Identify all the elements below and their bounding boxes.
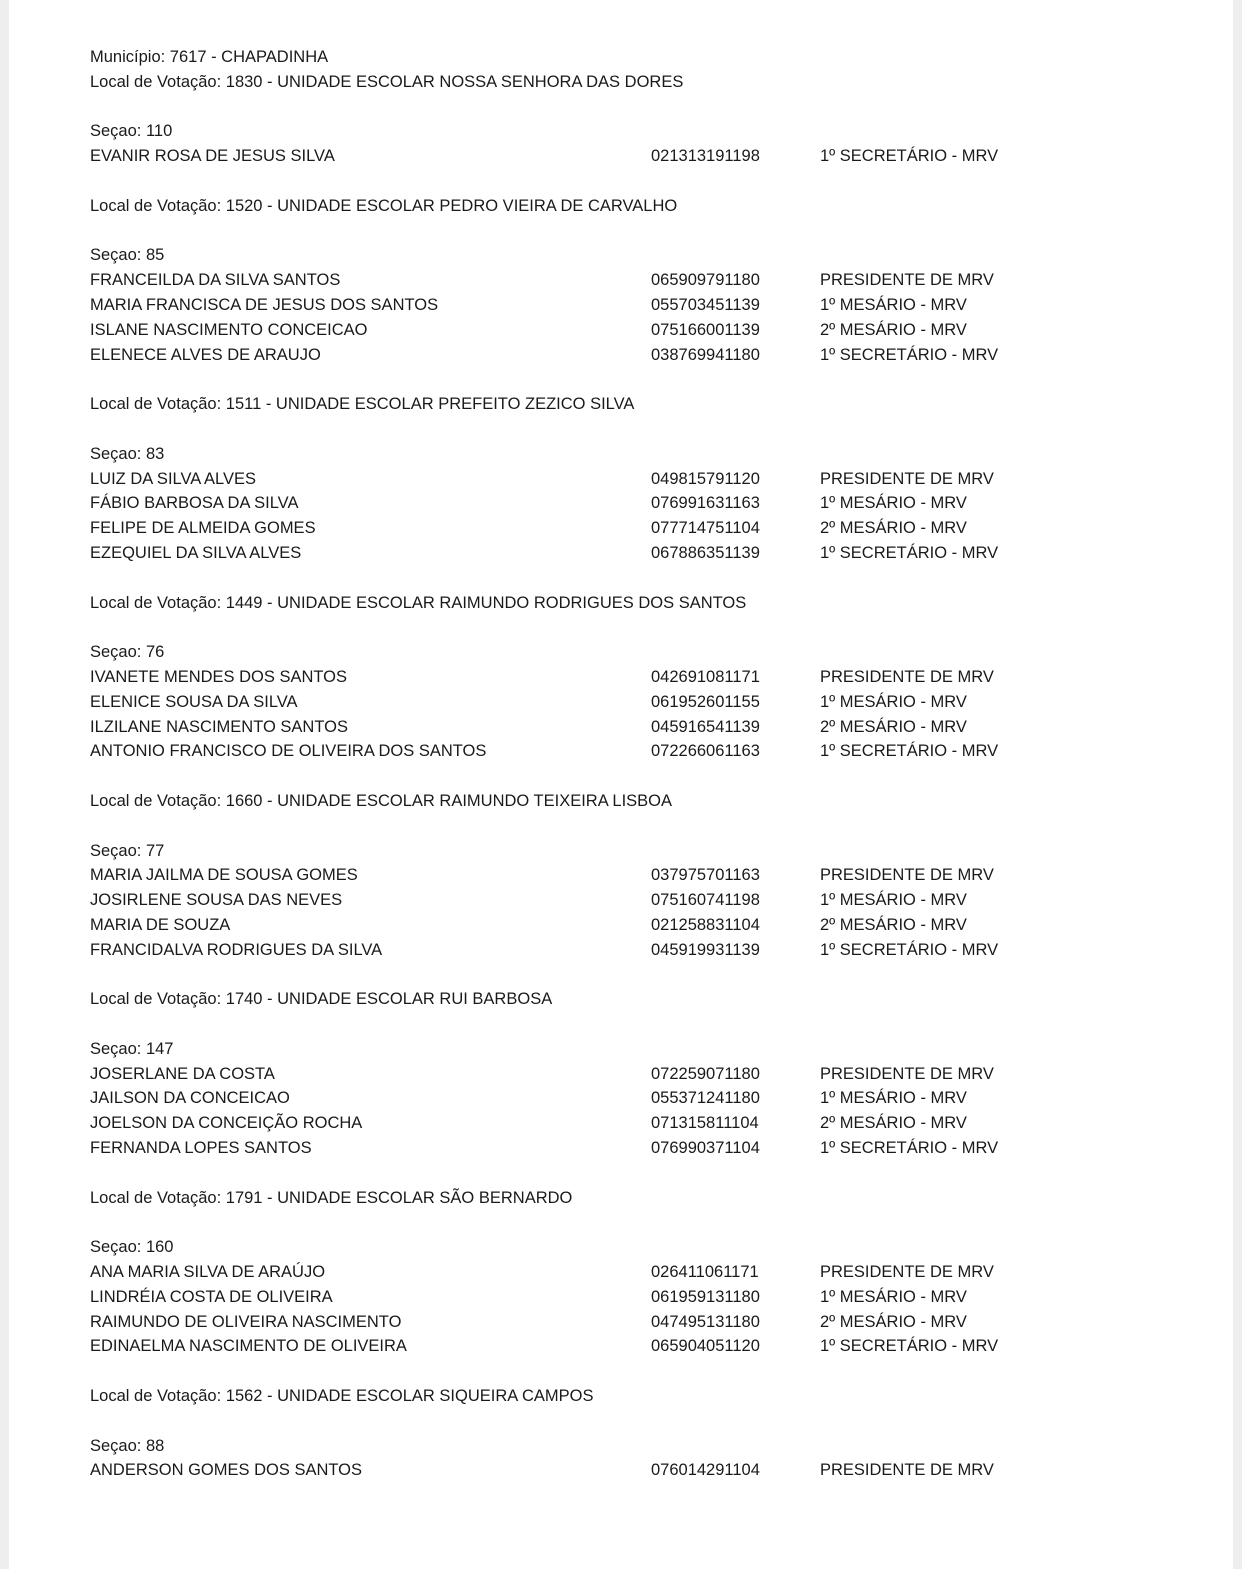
spacer bbox=[90, 417, 1190, 442]
mesario-role: 2º MESÁRIO - MRV bbox=[820, 915, 967, 934]
local-votacao-line: Local de Votação: 1449 - UNIDADE ESCOLAR RAIMUNDO RODRIGUES DOS SANTOS bbox=[90, 593, 747, 612]
mesario-row bbox=[90, 913, 1190, 938]
mesario-name: JAILSON DA CONCEICAO bbox=[90, 1089, 290, 1108]
mesario-code: 072259071180 bbox=[651, 1064, 760, 1083]
mesario-row bbox=[90, 690, 1190, 715]
mesario-name: MARIA JAILMA DE SOUSA GOMES bbox=[90, 866, 358, 885]
mesario-code: 021258831104 bbox=[651, 915, 760, 934]
mesario-code: 055703451139 bbox=[651, 295, 760, 314]
mesario-code: 021313191198 bbox=[651, 147, 760, 166]
mesario-row bbox=[90, 293, 1190, 318]
mesario-role: PRESIDENTE DE MRV bbox=[820, 866, 994, 885]
mesario-code: 026411061171 bbox=[651, 1263, 759, 1282]
mesario-code: 076014291104 bbox=[651, 1461, 760, 1480]
mesario-name: ELENICE SOUSA DA SILVA bbox=[90, 692, 298, 711]
mesario-role: 1º SECRETÁRIO - MRV bbox=[820, 345, 999, 364]
mesario-name: FRANCIDALVA RODRIGUES DA SILVA bbox=[90, 940, 383, 959]
mesario-role: PRESIDENTE DE MRV bbox=[820, 1461, 994, 1480]
spacer bbox=[90, 1210, 1190, 1235]
mesario-name: ANDERSON GOMES DOS SANTOS bbox=[90, 1461, 362, 1480]
mesario-row bbox=[90, 863, 1190, 888]
mesario-name: ANTONIO FRANCISCO DE OLIVEIRA DOS SANTOS bbox=[90, 742, 487, 761]
mesario-name: ANA MARIA SILVA DE ARAÚJO bbox=[90, 1263, 326, 1282]
mesario-role: PRESIDENTE DE MRV bbox=[820, 667, 994, 686]
mesario-code: 075166001139 bbox=[651, 320, 760, 339]
mesario-code: 055371241180 bbox=[651, 1089, 760, 1108]
mesario-role: 2º MESÁRIO - MRV bbox=[820, 717, 967, 736]
mesario-row bbox=[90, 343, 1190, 368]
mesario-role: PRESIDENTE DE MRV bbox=[820, 1064, 994, 1083]
mesario-row bbox=[90, 715, 1190, 740]
mesario-code: 067886351139 bbox=[651, 543, 760, 562]
local-votacao-line: Local de Votação: 1660 - UNIDADE ESCOLAR RAIMUNDO TEIXEIRA LISBOA bbox=[90, 791, 673, 810]
mesario-role: 1º MESÁRIO - MRV bbox=[820, 891, 967, 910]
local-votacao-line: Local de Votação: 1520 - UNIDADE ESCOLAR PEDRO VIEIRA DE CARVALHO bbox=[90, 196, 678, 215]
mesario-code: 076991631163 bbox=[651, 494, 760, 513]
mesario-role: PRESIDENTE DE MRV bbox=[820, 1263, 994, 1282]
mesario-row bbox=[90, 1260, 1190, 1285]
mesario-row bbox=[90, 888, 1190, 913]
mesario-code: 049815791120 bbox=[651, 469, 760, 488]
mesario-role: 2º MESÁRIO - MRV bbox=[820, 320, 967, 339]
mesario-code: 045919931139 bbox=[651, 940, 760, 959]
mesario-code: 061959131180 bbox=[651, 1287, 760, 1306]
secao-line: Seçao: 110 bbox=[90, 122, 173, 141]
mesario-role: 2º MESÁRIO - MRV bbox=[820, 519, 967, 538]
mesario-role: 1º SECRETÁRIO - MRV bbox=[820, 940, 999, 959]
mesario-row bbox=[90, 268, 1190, 293]
mesario-row bbox=[90, 516, 1190, 541]
mesario-row bbox=[90, 1136, 1190, 1161]
mesario-role: 1º MESÁRIO - MRV bbox=[820, 1089, 967, 1108]
mesario-code: 045916541139 bbox=[651, 717, 760, 736]
mesario-code: 065909791180 bbox=[651, 271, 760, 290]
local-votacao-line: Local de Votação: 1830 - UNIDADE ESCOLAR NOSSA SENHORA DAS DORES bbox=[90, 72, 684, 91]
secao-line: Seçao: 77 bbox=[90, 841, 165, 860]
secao-line: Seçao: 147 bbox=[90, 1039, 174, 1058]
mesario-row bbox=[90, 144, 1190, 169]
mesario-name: JOSERLANE DA COSTA bbox=[90, 1064, 275, 1083]
local-votacao-line: Local de Votação: 1511 - UNIDADE ESCOLAR PREFEITO ZEZICO SILVA bbox=[90, 395, 635, 414]
mesario-name: LINDRÉIA COSTA DE OLIVEIRA bbox=[90, 1287, 333, 1306]
mesario-row bbox=[90, 1458, 1190, 1483]
mesario-role: 1º SECRETÁRIO - MRV bbox=[820, 1139, 999, 1158]
spacer bbox=[90, 764, 1190, 789]
mesario-row bbox=[90, 1310, 1190, 1335]
mesario-row bbox=[90, 1062, 1190, 1087]
spacer bbox=[90, 814, 1190, 839]
mesario-name: JOSIRLENE SOUSA DAS NEVES bbox=[90, 891, 343, 910]
mesario-name: MARIA DE SOUZA bbox=[90, 915, 231, 934]
document-page bbox=[9, 0, 1233, 1569]
mesario-code: 065904051120 bbox=[651, 1337, 760, 1356]
mesario-name: MARIA FRANCISCA DE JESUS DOS SANTOS bbox=[90, 295, 439, 314]
mesario-name: EVANIR ROSA DE JESUS SILVA bbox=[90, 147, 335, 166]
mesario-name: JOELSON DA CONCEIÇÃO ROCHA bbox=[90, 1114, 363, 1133]
secao-line: Seçao: 88 bbox=[90, 1436, 165, 1455]
mesario-row bbox=[90, 467, 1190, 492]
spacer bbox=[90, 367, 1190, 392]
mesario-code: 038769941180 bbox=[651, 345, 760, 364]
mesario-code: 061952601155 bbox=[651, 692, 760, 711]
spacer bbox=[90, 566, 1190, 591]
mesario-name: ILZILANE NASCIMENTO SANTOS bbox=[90, 717, 348, 736]
mesario-row bbox=[90, 541, 1190, 566]
mesario-name: FÁBIO BARBOSA DA SILVA bbox=[90, 494, 299, 513]
mesario-row bbox=[90, 318, 1190, 343]
mesario-name: FERNANDA LOPES SANTOS bbox=[90, 1139, 312, 1158]
mesario-role: 1º SECRETÁRIO - MRV bbox=[820, 543, 999, 562]
mesario-role: 1º MESÁRIO - MRV bbox=[820, 692, 967, 711]
mesario-name: EZEQUIEL DA SILVA ALVES bbox=[90, 543, 302, 562]
mesario-role: 1º MESÁRIO - MRV bbox=[820, 494, 967, 513]
mesario-name: ISLANE NASCIMENTO CONCEICAO bbox=[90, 320, 368, 339]
mesario-code: 047495131180 bbox=[651, 1312, 760, 1331]
mesario-code: 075160741198 bbox=[651, 891, 760, 910]
spacer bbox=[90, 219, 1190, 244]
spacer bbox=[90, 1359, 1190, 1384]
mesario-name: FELIPE DE ALMEIDA GOMES bbox=[90, 519, 316, 538]
mesario-row bbox=[90, 1086, 1190, 1111]
mesario-role: PRESIDENTE DE MRV bbox=[820, 271, 994, 290]
secao-line: Seçao: 85 bbox=[90, 246, 165, 265]
mesario-role: PRESIDENTE DE MRV bbox=[820, 469, 994, 488]
spacer bbox=[90, 95, 1190, 120]
mesario-code: 037975701163 bbox=[651, 866, 760, 885]
mesario-code: 076990371104 bbox=[651, 1139, 760, 1158]
spacer bbox=[90, 169, 1190, 194]
mesario-row bbox=[90, 739, 1190, 764]
mesario-row bbox=[90, 1285, 1190, 1310]
spacer bbox=[90, 1012, 1190, 1037]
mesario-row bbox=[90, 1334, 1190, 1359]
spacer bbox=[90, 962, 1190, 987]
mesario-name: FRANCEILDA DA SILVA SANTOS bbox=[90, 271, 341, 290]
mesario-role: 1º MESÁRIO - MRV bbox=[820, 295, 967, 314]
mesario-name: RAIMUNDO DE OLIVEIRA NASCIMENTO bbox=[90, 1312, 402, 1331]
mesario-name: EDINAELMA NASCIMENTO DE OLIVEIRA bbox=[90, 1337, 407, 1356]
local-votacao-line: Local de Votação: 1791 - UNIDADE ESCOLAR SÃO BERNARDO bbox=[90, 1188, 573, 1207]
mesario-code: 042691081171 bbox=[651, 667, 760, 686]
local-votacao-line: Local de Votação: 1562 - UNIDADE ESCOLAR SIQUEIRA CAMPOS bbox=[90, 1387, 594, 1406]
mesario-code: 077714751104 bbox=[651, 519, 760, 538]
local-votacao-line: Local de Votação: 1740 - UNIDADE ESCOLAR RUI BARBOSA bbox=[90, 990, 553, 1009]
mesario-role: 2º MESÁRIO - MRV bbox=[820, 1114, 967, 1133]
mesario-role: 2º MESÁRIO - MRV bbox=[820, 1312, 967, 1331]
mesario-row bbox=[90, 938, 1190, 963]
spacer bbox=[90, 1409, 1190, 1434]
municipio-line: Município: 7617 - CHAPADINHA bbox=[90, 48, 329, 66]
secao-line: Seçao: 83 bbox=[90, 444, 165, 463]
mesario-role: 1º SECRETÁRIO - MRV bbox=[820, 147, 999, 166]
mesario-role: 1º SECRETÁRIO - MRV bbox=[820, 1337, 999, 1356]
mesario-role: 1º MESÁRIO - MRV bbox=[820, 1287, 967, 1306]
mesario-name: LUIZ DA SILVA ALVES bbox=[90, 469, 256, 488]
secao-line: Seçao: 160 bbox=[90, 1238, 174, 1257]
mesario-role: 1º SECRETÁRIO - MRV bbox=[820, 742, 999, 761]
mesario-name: ELENECE ALVES DE ARAUJO bbox=[90, 345, 321, 364]
mesario-row bbox=[90, 665, 1190, 690]
spacer bbox=[90, 615, 1190, 640]
secao-line: Seçao: 76 bbox=[90, 643, 165, 662]
mesario-code: 071315811104 bbox=[651, 1114, 759, 1133]
mesario-code: 072266061163 bbox=[651, 742, 760, 761]
document-content bbox=[90, 45, 1190, 1483]
mesario-row bbox=[90, 491, 1190, 516]
mesario-row bbox=[90, 1111, 1190, 1136]
spacer bbox=[90, 1161, 1190, 1186]
mesario-name: IVANETE MENDES DOS SANTOS bbox=[90, 667, 348, 686]
